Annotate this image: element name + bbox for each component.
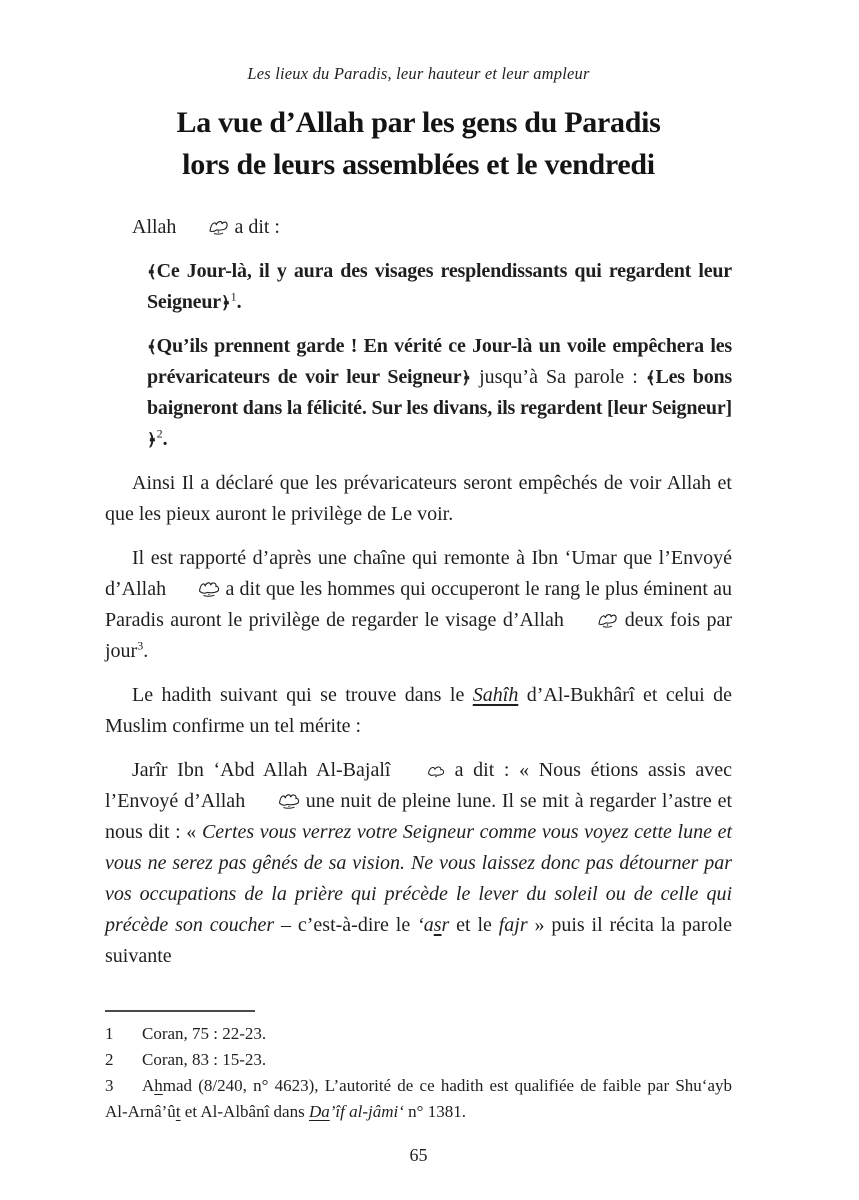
quran-quote-paragraph: [147, 331, 732, 455]
text-segment: et Al-Albânî dans: [180, 1102, 309, 1121]
quran-quote-paragraph: [147, 256, 732, 318]
text-segment: Ainsi Il a déclaré que les prévaricateurs seront empêchés de voir Allah et que les pieux auront le privilège de Le voir.: [105, 472, 732, 525]
paragraph: [105, 755, 732, 972]
honorific-salla-allahu-alayhi-wa-sallam-icon: [251, 786, 300, 817]
text-segment: mad (8/240, n° 4623), L’autorité de ce hadith est qualifiée de faible par Shu‘ayb Al-Arnâ’û: [105, 1076, 732, 1121]
text-segment: Il est rapporté d’après une chaîne qui remonte à Ibn ‘Umar que l’Envoyé d’Allah: [105, 547, 732, 600]
text-segment: n° 1381.: [403, 1102, 466, 1121]
text-segment: a dit que les hommes qui occuperont le rang le plus éminent au Paradis auront le privilège de regarder le visage d’Allah: [105, 578, 732, 631]
footnote-number: 2: [105, 1050, 114, 1069]
footnote: [105, 1047, 732, 1073]
text-segment: jusqu’à Sa parole :: [471, 366, 646, 388]
text-segment: ﴿: [220, 293, 231, 312]
text-segment: deux fois par jour: [105, 609, 732, 662]
text-segment: .: [162, 428, 168, 450]
text-segment: Les bons baigneront dans la félicité. Sur les divans, ils regardent [leur Seigneur]: [147, 366, 733, 419]
honorific-jalla-jalaluhu-icon: [181, 212, 229, 243]
text-segment: Certes vous verrez votre Seigneur comme vous voyez cette lune et vous ne serez pas gênés de sa vision. Ne vous laissez donc pas détourner par vos occupations de la prière qui précède le lever du soleil ou de celle qui précède son coucher –: [105, 821, 733, 936]
paragraph: [105, 680, 732, 742]
text-segment: ﴿: [147, 430, 157, 449]
footnote-number: 3: [105, 1076, 114, 1095]
text-segment: une nuit de pleine lune. Il se mit à regarder l’astre et nous dit : «: [105, 790, 733, 843]
text-segment: .: [143, 640, 149, 662]
text-segment: Da: [308, 1102, 330, 1121]
paragraph: [105, 468, 732, 530]
text-segment: Ce Jour-là, il y aura des visages resplendissants qui regardent leur Seigneur: [147, 260, 732, 313]
text-segment: Qu’ils prennent garde ! En vérité ce Jour-là un voile empêchera les prévaricateurs de voir leur Seigneur: [147, 335, 732, 388]
text-segment: Jarîr Ibn ‘Abd Allah Al-Bajalî: [132, 759, 401, 781]
page-number: 65: [409, 1145, 428, 1165]
text-segment: Coran, 83 : 15-23.: [142, 1050, 267, 1069]
text-segment: a dit : « Nous étions assis avec l’Envoyé d’Allah: [105, 759, 732, 812]
honorific-radi-allahu-anhu-icon: [400, 755, 445, 786]
text-segment: Le hadith suivant qui se trouve dans le: [132, 684, 473, 706]
text-segment: ’îf al-jâmi‘: [329, 1102, 404, 1121]
text-segment: ﴾: [147, 337, 157, 356]
honorific-salla-allahu-alayhi-wa-sallam-icon: [171, 574, 220, 605]
text-segment: a dit :: [229, 216, 280, 238]
text-segment: .: [236, 291, 242, 313]
footnotes-list: [105, 1021, 732, 1125]
footnote-reference: 2: [156, 426, 163, 441]
vertical-spacer: [105, 985, 732, 1010]
text-segment: ﴿: [461, 368, 471, 387]
text-segment: » puis il récita la parole suivante: [105, 914, 732, 967]
text-segment: ﴾: [147, 262, 157, 281]
paragraph: [105, 543, 732, 667]
text-segment: A: [142, 1076, 155, 1095]
text-segment: ‘a: [417, 914, 434, 936]
text-segment: Sahîh: [472, 684, 519, 706]
text-segment: r: [441, 914, 450, 936]
honorific-jalla-jalaluhu-icon: [570, 605, 618, 636]
chapter-title-line2: lors de leurs assemblées et le vendredi: [182, 148, 655, 181]
text-segment: c’est-à-dire le: [291, 914, 418, 936]
chapter-title: [105, 102, 732, 186]
footnote-separator: [105, 1010, 255, 1012]
text-segment: Allah: [132, 216, 182, 238]
paragraph: [105, 212, 732, 243]
text-segment: s: [433, 914, 442, 936]
text-segment: t: [175, 1102, 181, 1121]
chapter-title-line1: La vue d’Allah par les gens du Paradis: [176, 106, 661, 139]
text-segment: d’Al-Bukhârî et celui de Muslim confirme un tel mérite :: [105, 684, 733, 737]
running-header: Les lieux du Paradis, leur hauteur et leur ampleur: [247, 64, 590, 83]
footnotes-section: [105, 1010, 732, 1125]
text-segment: ﴾: [645, 368, 656, 387]
footnote: [105, 1021, 732, 1047]
text-segment: Coran, 75 : 22-23.: [142, 1024, 267, 1043]
footnote-reference: 3: [137, 638, 144, 653]
text-segment: et le: [449, 914, 499, 936]
footnote-reference: 1: [230, 289, 237, 304]
text-segment: fajr: [498, 914, 528, 936]
footnote: [105, 1073, 732, 1125]
footnote-number: 1: [105, 1024, 114, 1043]
body-text: [105, 212, 732, 985]
text-segment: h: [154, 1076, 163, 1095]
